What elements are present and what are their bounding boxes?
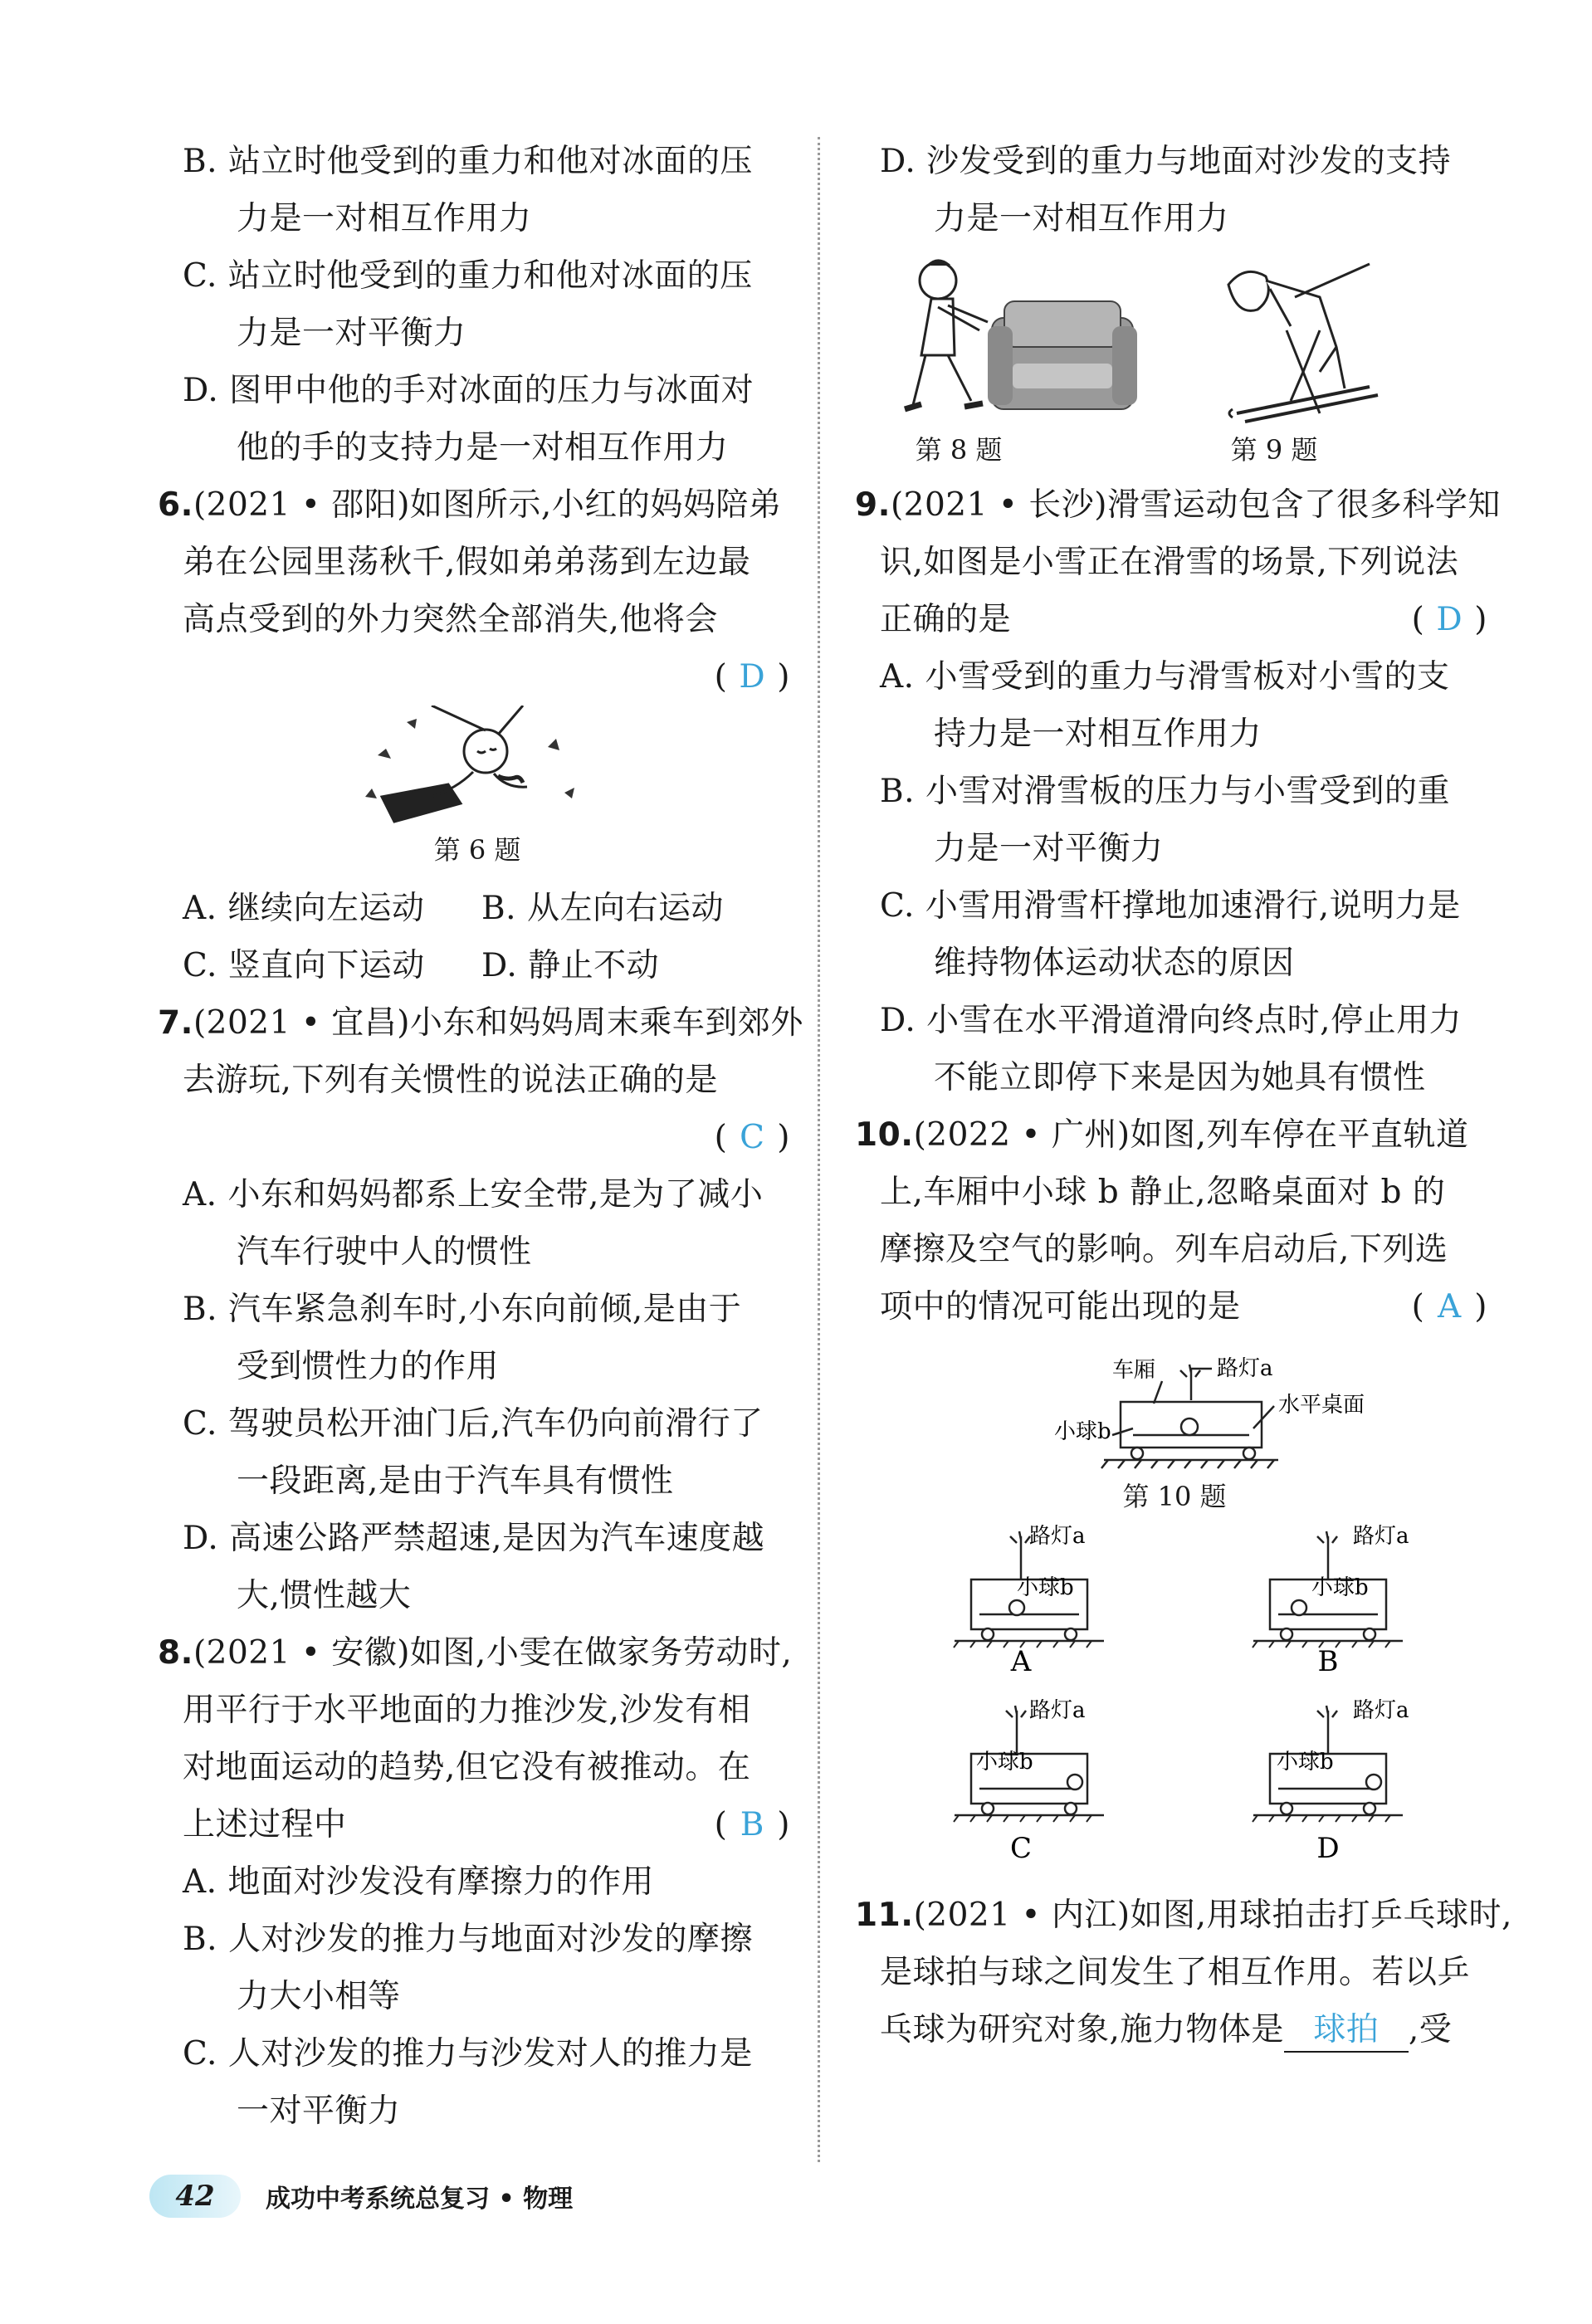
label-ball: 小球b: [1054, 1419, 1111, 1444]
figure-caption: 第 8 题: [915, 434, 1003, 466]
q7-option-a: A. 小东和妈妈都系上安全带,是为了减小 汽车行驶中人的惯性: [183, 1176, 764, 1271]
sofa: [988, 301, 1137, 409]
option-d-letter: D: [1316, 1832, 1340, 1865]
q8-option-d: D. 沙发受到的重力与地面对沙发的支持 力是一对相互作用力: [880, 143, 1452, 237]
q8-option-a: A. 地面对沙发没有摩擦力的作用: [183, 1863, 654, 1901]
question-7: 7.(2021 • 宜昌)小东和妈妈周末乘车到郊外 去游玩,下列有关惯性的说法正确的是 ( C ) A. 小东和妈妈都系上安全带,是为了减小 汽车行驶中人的惯性 B. 汽车紧急刹车时,小东向前倾,是由于 受到惯性力的作用 C. 驾驶员松开油门后,汽车仍向前滑行了 一段距离,是由于汽车具有惯性 D. 高速公路严禁超速,是因为汽车速度越 大,惯性越大: [158, 994, 797, 1624]
question-8: 8.(2021 • 安徽)如图,小雯在做家务劳动时, 用平行于水平地面的力推沙发,沙发有相 对地面运动的趋势,但它没有被推动。在 上述过程中 ( B ) A. 地面对沙发没有摩擦力的作用 B. 人对沙发的推力与地面对沙发的摩擦 力大小相等 C. 人对沙发的推力与沙发对人的推力是 一对平衡力: [158, 1624, 797, 2140]
figure-caption: 第 6 题: [433, 834, 521, 866]
figure-caption: 第 9 题: [1230, 434, 1318, 466]
option-b-letter: B: [1317, 1645, 1339, 1678]
q8-option-b: B. 人对沙发的推力与地面对沙发的摩擦 力大小相等: [183, 1921, 753, 2015]
q5-option-c: C. 站立时他受到的重力和他对冰面的压 力是一对平衡力: [183, 257, 753, 352]
left-column: [158, 133, 803, 2140]
q5-option-d: D. 图甲中他的手对冰面的压力与冰面对 他的手的支持力是一对相互作用力: [183, 372, 754, 466]
answer-value: B: [740, 1806, 764, 1843]
question-number: 8.: [158, 1634, 193, 1672]
answer-bracket: ( A ): [1412, 1278, 1487, 1335]
answer-bracket: ( B ): [715, 1796, 790, 1853]
option-d-lamp-label: 路灯a: [1353, 1698, 1409, 1723]
question-number: 7.: [158, 1004, 193, 1042]
answer-value: C: [740, 1119, 765, 1156]
q6-option-c: C. 竖直向下运动: [183, 947, 425, 984]
question-9: 9.(2021 • 长沙)滑雪运动包含了很多科学知 识,如图是小雪正在滑雪的场景,下列说法 正确的是 ( D ) A. 小雪受到的重力与滑雪板对小雪的支 持力是一对相互作用力 B. 小雪对滑雪板的压力与小雪受到的重 力是一对平衡力 C. 小雪用滑雪杆撑地加速滑行,说明力是 维持物体运动状态的原因 D. 小雪在水平滑道滑向终点时,停止用力 不能立即停下来是因为她具有惯性: [855, 476, 1494, 1106]
q9-option-d: D. 小雪在水平滑道滑向终点时,停止用力 不能立即停下来是因为她具有惯性: [880, 1002, 1463, 1096]
question-6: 6.(2021 • 邵阳)如图所示,小红的妈妈陪弟 弟在公园里荡秋千,假如弟弟荡到左边最 高点受到的外力突然全部消失,他将会 ( D ) 第 6 题 A. 继续向左运动 B. 从左向右运动 C. 竖直向下运动 D. 静止不动: [158, 476, 797, 994]
answer-value: D: [1436, 601, 1463, 638]
question-number: 6.: [158, 486, 193, 524]
option-d-ball-label: 小球b: [1277, 1750, 1334, 1775]
q9-option-c: C. 小雪用滑雪杆撑地加速滑行,说明力是 维持物体运动状态的原因: [880, 887, 1461, 982]
q6-option-d: D. 静止不动: [481, 947, 660, 984]
q9-option-b: B. 小雪对滑雪板的压力与小雪受到的重 力是一对平衡力: [880, 773, 1450, 867]
swing-illustration: [158, 706, 797, 830]
sofa-and-skier-illustration: [855, 247, 1494, 430]
label-table: 水平桌面: [1278, 1393, 1365, 1418]
page-number: 42: [149, 2175, 241, 2218]
label-lamp: 路灯a: [1217, 1356, 1273, 1381]
label-carriage: 车厢: [1112, 1358, 1156, 1383]
option-c-letter: C: [1009, 1832, 1033, 1865]
q7-option-d: D. 高速公路严禁超速,是因为汽车速度越 大,惯性越大: [183, 1520, 765, 1614]
question-11: 11.(2021 • 内江)如图,用球拍击打乒乓球时, 是球拍与球之间发生了相互作用。若以乒 乓球为研究对象,施力物体是 球拍 ,受: [855, 1887, 1494, 2058]
option-b-lamp-label: 路灯a: [1353, 1524, 1409, 1549]
q5-option-b: B. 站立时他受到的重力和他对冰面的压 力是一对相互作用力: [183, 143, 753, 237]
answer-bracket: ( D ): [1412, 591, 1487, 648]
answer-bracket: ( D ): [158, 648, 797, 706]
q7-option-b: B. 汽车紧急刹车时,小东向前倾,是由于 受到惯性力的作用: [183, 1291, 742, 1385]
question-number: 10.: [855, 1116, 914, 1154]
option-b-ball-label: 小球b: [1311, 1575, 1369, 1600]
train-figure: [855, 1335, 1494, 1477]
question-10: 10.(2022 • 广州)如图,列车停在平直轨道 上,车厢中小球 b 静止,忽略桌面对 b 的 摩擦及空气的影响。列车启动后,下列选 项中的情况可能出现的是 ( A ) 车厢 路灯a 小球b 水平桌面 第 10 题 路灯a 小球b A 路灯a 小球b B 路灯a 小球b C 路灯a 小球b D: [855, 1106, 1494, 1887]
train-options-figure: [855, 1521, 1494, 1887]
q6-option-a: A. 继续向左运动: [183, 890, 425, 927]
option-c-lamp-label: 路灯a: [1029, 1698, 1086, 1723]
train-diagram: [855, 1335, 1494, 1477]
option-a-lamp-label: 路灯a: [1029, 1524, 1086, 1549]
column-divider: [818, 137, 820, 2162]
q6-option-b: B. 从左向右运动: [481, 890, 724, 927]
figures-8-9: [855, 247, 1494, 430]
answer-value: D: [739, 658, 766, 696]
right-column: [855, 133, 1512, 2058]
answer-value: A: [1437, 1288, 1462, 1326]
q7-option-c: C. 驾驶员松开油门后,汽车仍向前滑行了 一段距离,是由于汽车具有惯性: [183, 1405, 764, 1500]
q9-option-a: A. 小雪受到的重力与滑雪板对小雪的支 持力是一对相互作用力: [880, 658, 1450, 753]
answer-bracket: ( C ): [158, 1109, 797, 1166]
page-footer: [149, 2175, 573, 2218]
option-c-ball-label: 小球b: [976, 1750, 1033, 1775]
question-number: 11.: [855, 1897, 914, 1934]
book-title: 成功中考系统总复习 • 物理: [266, 2185, 574, 2214]
q8-option-c: C. 人对沙发的推力与沙发对人的推力是 一对平衡力: [183, 2035, 753, 2130]
option-a-ball-label: 小球b: [1017, 1575, 1074, 1600]
question-number: 9.: [855, 486, 891, 524]
option-a-letter: A: [1010, 1645, 1032, 1678]
figure-caption: 第 10 题: [1122, 1481, 1227, 1512]
fill-blank-answer: 球拍: [1284, 2009, 1409, 2053]
train-option-diagrams: [855, 1521, 1494, 1887]
swing-figure: [158, 706, 797, 830]
